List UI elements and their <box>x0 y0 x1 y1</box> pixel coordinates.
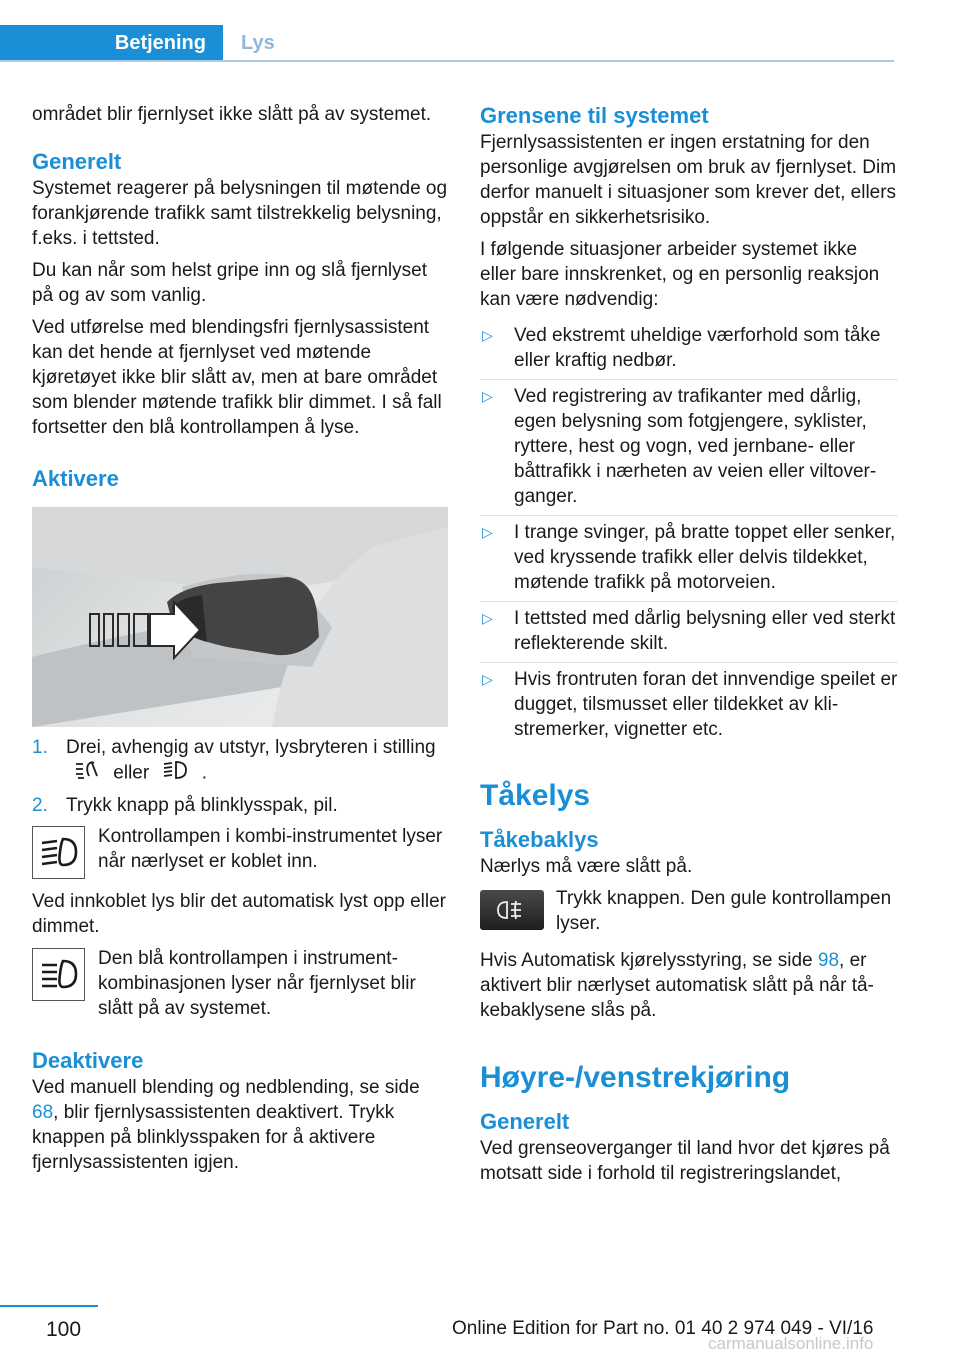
watermark: carmanualsonline.info <box>708 1334 874 1353</box>
list-item: ▷ Ved registrering av trafikanter med dårlig, egen belysning som fotgjengere, syklister, ryttere, hest og vogn, ved jernbane- eller båttrafikk i nærheten av veien eller viltoverganger. <box>480 380 898 516</box>
header-divider <box>0 60 894 62</box>
page-link-68[interactable]: 68 <box>32 1102 54 1123</box>
heading-deaktivere: Deaktivere <box>32 1048 144 1073</box>
generelt-p1: Systemet reagerer på belysningen til møtende og forankjørende trafikk samt tilstrekkelig belysning, f.eks. i tettsted. <box>32 178 448 249</box>
heading-takelys: Tåkelys <box>480 779 591 812</box>
step-number: 1. <box>32 737 48 758</box>
triangle-bullet-icon: ▷ <box>482 524 493 540</box>
heading-hoyre-venstre: Høyre-/venstrekjøring <box>480 1061 791 1094</box>
triangle-bullet-icon: ▷ <box>482 327 493 343</box>
triangle-bullet-icon: ▷ <box>482 671 493 687</box>
note-low-beam <box>32 824 448 879</box>
step-text-mid: eller <box>113 762 150 784</box>
footer-edition: Online Edition for Part no. 01 40 2 974 049 - VI/16 <box>452 1318 874 1339</box>
auto-fog-text: Hvis Automatisk kjørelysstyring, se side 98, er aktivert blir nærlyset automatisk slått på når tåkebaklysene slås på. <box>480 950 874 1021</box>
list-item: ▷ I trange svinger, på bratte toppet eller senker, ved kryssende trafikk eller delvis tildekket, møtende trafikk på motorveien. <box>480 516 898 602</box>
heading-generelt: Generelt <box>32 149 122 174</box>
page-link-98[interactable]: 98 <box>817 950 840 971</box>
limitations-list <box>480 319 898 748</box>
header-tabs <box>0 25 894 61</box>
auto-text: Ved innkoblet lys blir det automatisk lyst opp eller dimmet. <box>32 891 446 937</box>
low-beam-indicator-icon <box>32 826 85 879</box>
list-item: ▷ Ved ekstremt uheldige værforhold som tåke eller kraftig nedbør. <box>480 319 898 380</box>
right-column <box>480 102 898 1193</box>
step-number: 2. <box>32 795 48 816</box>
footer-divider <box>0 1305 98 1307</box>
left-column <box>32 102 448 1182</box>
heading-generelt-right: Generelt <box>480 1109 570 1134</box>
rear-fog-button[interactable] <box>480 890 544 930</box>
generelt-p2: Du kan når som helst gripe inn og slå fjernlyset på og av som vanlig. <box>32 260 427 306</box>
step-text-post: . <box>201 762 208 784</box>
note-text: Kontrollampen i kombi-instrumentet lyser når nærlyset er koblet inn. <box>98 826 443 872</box>
tab-lys[interactable]: Lys <box>241 31 275 54</box>
note-text: Den blå kontrollampen i instrumentkombinasjonen lyser når fjernlyset blir slått på av systemet. <box>98 948 416 1019</box>
grensene-p2: I følgende situasjoner arbeider systemet ikke eller bare innskrenket, og en personlig reaksjon kan være nødvendig: <box>480 239 880 310</box>
generelt-p3: Ved utførelse med blendingsfri fjernlysassistent kan det hende at fjernlyset ved møtende kjøretøyet ikke blir slått av, men at bare området som blender møtende trafikk blir dimmet. I så fall fortsetter den blå kontrollampen å lyse. <box>32 317 442 438</box>
auto-light-icon <box>74 760 100 787</box>
step-text: Drei, avhengig av utstyr, lysbryteren i stilling <box>66 737 436 758</box>
heading-aktivere: Aktivere <box>32 466 119 491</box>
triangle-bullet-icon: ▷ <box>482 388 493 404</box>
rear-fog-light-icon <box>495 899 529 921</box>
high-beam-indicator-icon <box>32 948 85 1001</box>
steps-list <box>32 735 448 818</box>
heading-takebaklys: Tåkebaklys <box>480 827 599 852</box>
list-item <box>32 735 448 787</box>
takebaklys-p1: Nærlys må være slått på. <box>480 856 693 877</box>
stalk-illustration <box>32 507 448 727</box>
list-item: ▷ Hvis frontruten foran det innvendige speilet er dugget, tilsmusset eller tildekket av klistremerker, vignetter etc. <box>482 669 898 740</box>
low-beam-icon <box>162 760 188 787</box>
heading-grensene: Grensene til systemet <box>480 103 709 128</box>
note-text: Trykk knappen. Den gule kontrollampen lyser. <box>556 888 892 934</box>
step-text: Trykk knapp på blinklysspak, pil. <box>66 795 338 816</box>
note-high-beam <box>32 946 448 1021</box>
list-item: ▷ I tettsted med dårlig belysning eller ved sterkt reflekterende skilt. <box>480 602 898 663</box>
deaktivere-text: Ved manuell blending og nedblending, se side 68, blir fjernlysassistenten deaktivert. Trykk knappen på blinklysspaken for å aktivere fjernlysassistenten igjen. <box>32 1077 420 1173</box>
stalk-photo <box>32 507 448 727</box>
page-number: 100 <box>46 1318 82 1341</box>
list-item <box>32 793 448 818</box>
fog-light-button-note <box>480 886 898 936</box>
intro-text: området blir fjernlyset ikke slått på av systemet. <box>32 104 432 125</box>
generelt-right-p1: Ved grenseoverganger til land hvor det kjøres på motsatt side i forhold til registreringslandet, <box>480 1138 890 1184</box>
grensene-p1: Fjernlysassistenten er ingen erstatning for den personlige avgjørelsen om bruk av fjernlyset. Dim derfor manuelt i situasjoner som krever det, ellers oppstår en sikkerhetsrisiko. <box>480 132 897 228</box>
triangle-bullet-icon: ▷ <box>482 610 493 626</box>
tab-betjening[interactable]: Betjening <box>0 25 223 61</box>
